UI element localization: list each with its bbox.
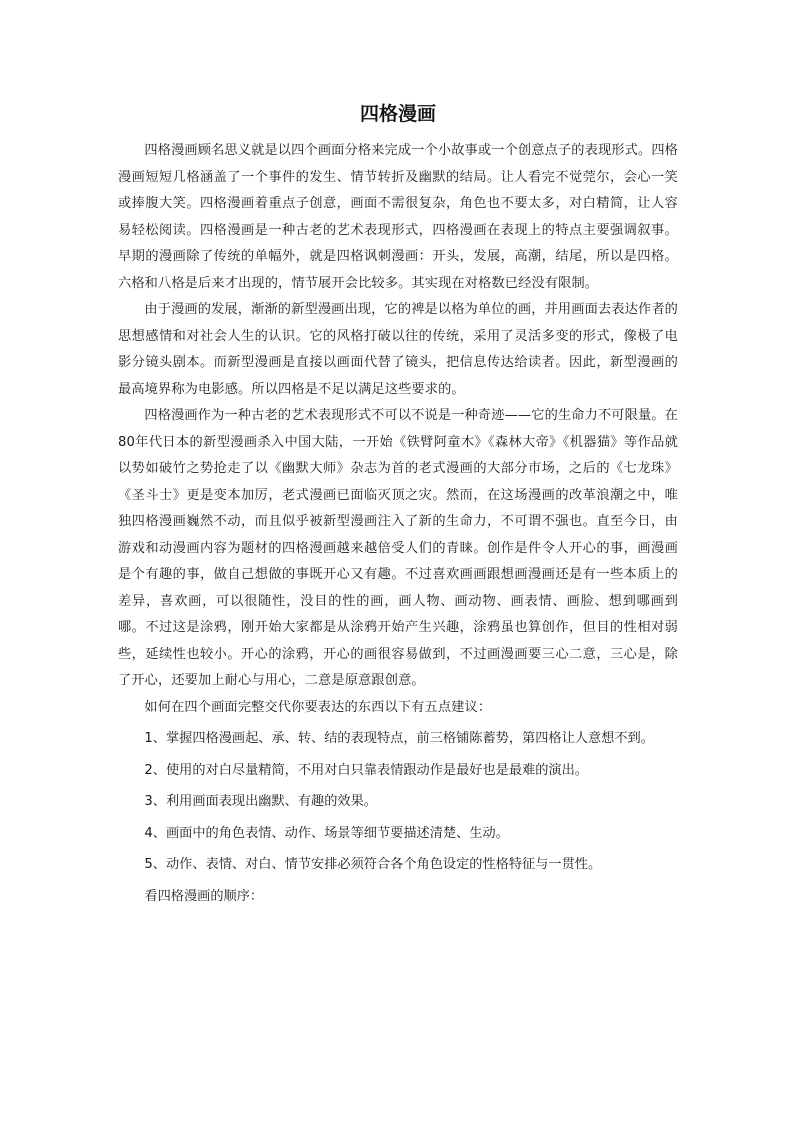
paragraph-definition: 四格漫画顾名思义就是以四个画面分格来完成一个小故事或一个创意点子的表现形式。四格漫画短短几格涵盖了一个事件的发生、情节转折及幽默的结局。让人看完不觉莞尔，会心一笑或捧腹大笑。四格漫画着重点子创意，画面不需很复杂，角色也不要太多，对白精简，让人容易轻松阅读。四格漫画是一种古老的艺术表现形式，四格漫画在表现上的特点主要强调叙事。早期的漫画除了传统的单幅外，就是四格讽刺漫画：开头，发展，高潮，结尾，所以是四格。六格和八格是后来才出现的，情节展开会比较多。其实现在对格数已经没有限制。 <box>118 143 678 291</box>
suggestion-item-2: 2、使用的对白尽量精简，不用对白只靠表情跟动作是最好也是最难的演出。 <box>144 762 588 778</box>
suggestion-item-3: 3、利用画面表现出幽默、有趣的效果。 <box>144 794 377 809</box>
document-title: 四格漫画 <box>359 103 436 125</box>
paragraph-suggestions-intro: 如何在四个画面完整交代你要表达的东西以下有五点建议： <box>144 699 492 715</box>
suggestion-item-5: 5、动作、表情、对白、情节安排必须符合各个角色设定的性格特征与一贯性。 <box>144 857 602 872</box>
paragraph-history: 四格漫画作为一种古老的艺术表现形式不可以不说是一种奇迹——它的生命力不可限量。在80年代日本的新型漫画杀入中国大陆，一开始《铁臂阿童木》《森林大帝》《机器猫》等作品就以势如破竹之势抢走了以《幽默大师》杂志为首的老式漫画的大部分市场，之后的《七龙珠》《圣斗士》更是变本加厉，老式漫画已面临灭顶之灾。然而，在这场漫画的改革浪潮之中，唯独四格漫画巍然不动，而且似乎被新型漫画注入了新的生命力，不可谓不强也。直至今日，由游戏和动漫画内容为题材的四格漫画越来越倍受人们的青睐。创作是件令人开心的事，画漫画是个有趣的事，做自己想做的事既开心又有趣。不过喜欢画画跟想画漫画还是有一些本质上的差异，喜欢画，可以很随性，没目的性的画，画人物、画动物、画表情、画脸、想到哪画到哪。不过这是涂鸦，刚开始大家都是从涂鸦开始产生兴趣，涂鸦虽也算创作，但目的性相对弱些，延续性也较小。开心的涂鸦，开心的画很容易做到，不过画漫画要三心二意，三心是，除了开心，还要加上耐心与用心，二意是原意跟创意。 <box>118 408 678 688</box>
suggestion-item-4: 4、画面中的角色表情、动作、场景等细节要描述清楚、生动。 <box>144 825 509 841</box>
document-body <box>118 98 678 910</box>
reading-order-heading: 看四格漫画的顺序： <box>144 888 264 904</box>
paragraph-development: 由于漫画的发展，渐渐的新型漫画出现，它的裨是以格为单位的画，并用画面去表达作者的思想感情和对社会人生的认识。它的风格打破以往的传统，采用了灵活多变的形式，像极了电影分镜头剧本。而新型漫画是直接以画面代替了镜头，把信息传达给读者。因此，新型漫画的最高境界称为电影感。所以四格是不足以满足这些要求的。 <box>118 302 678 397</box>
suggestion-item-1: 1、掌握四格漫画起、承、转、结的表现特点，前三格铺陈蓄势，第四格让人意想不到。 <box>144 731 654 746</box>
